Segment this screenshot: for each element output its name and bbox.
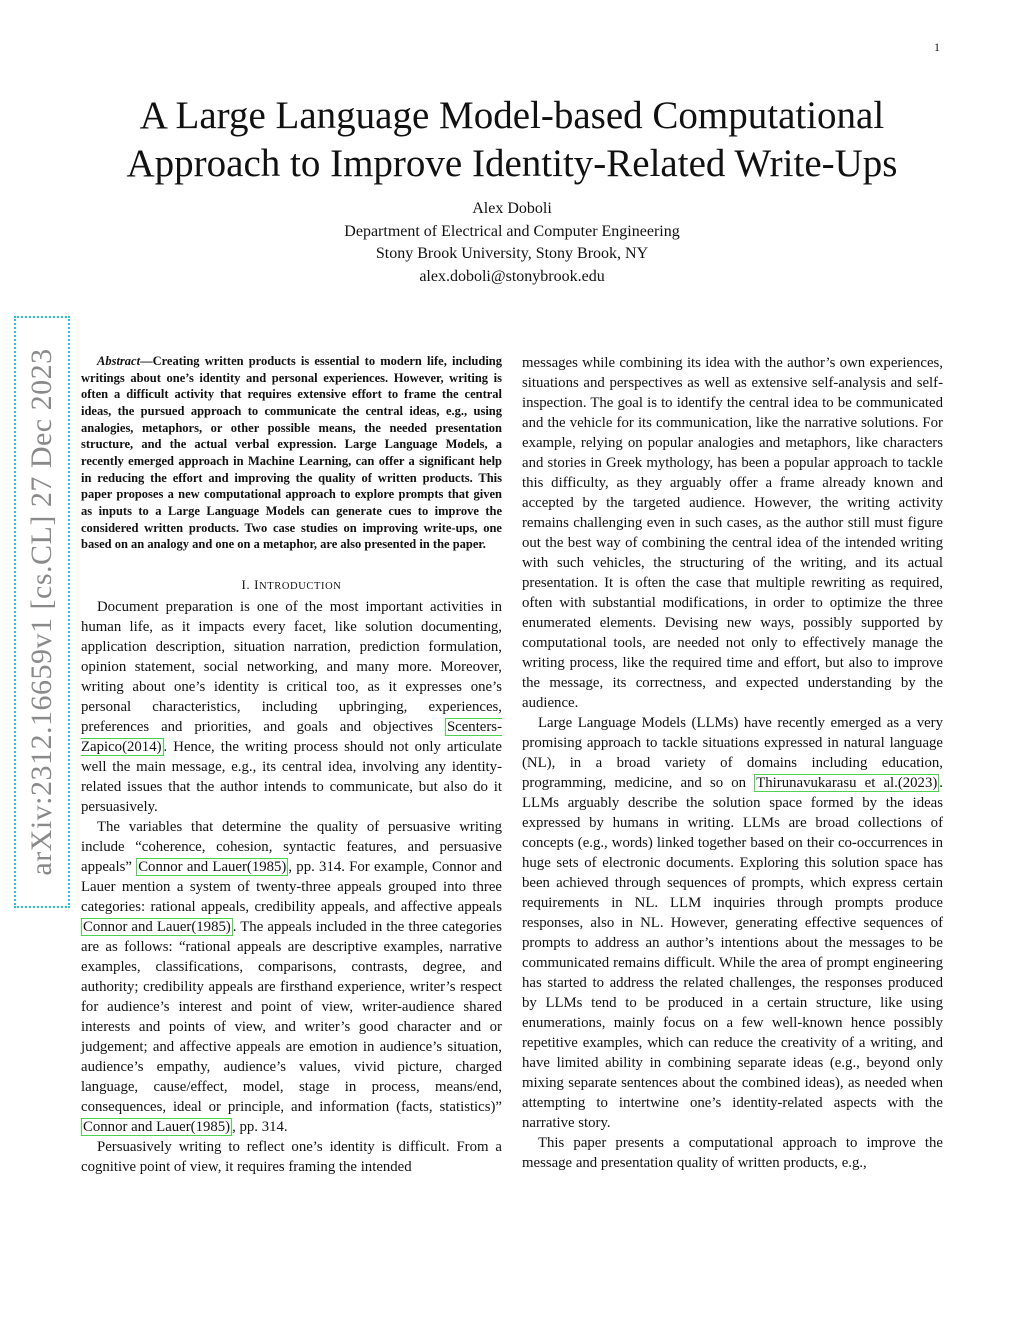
right-column: [522, 353, 943, 1173]
intro-paragraph-1: [81, 597, 502, 817]
intro-paragraph-2: [81, 817, 502, 1137]
intro-paragraph-3: Persuasively writing to reflect one’s identity is difficult. From a cognitive point of view, it requires framing the intended: [81, 1138, 502, 1175]
citation-link[interactable]: Connor and Lauer(1985): [83, 918, 231, 935]
author-department: Department of Electrical and Computer Engineering: [344, 222, 680, 240]
paragraph-text: , pp. 314. For example, Connor and Lauer mention a system of twenty-three appeals grouped into three categories: rational appeals, credibility appeals, and affective appeals: [81, 858, 503, 915]
citation-link[interactable]: Connor and Lauer(1985): [83, 1118, 231, 1135]
author-block: [0, 198, 1024, 288]
paper-title: [0, 92, 1024, 188]
left-column: [81, 353, 502, 1177]
citation-link[interactable]: Scenters-Zapico(2014): [81, 718, 502, 755]
paragraph-text: The variables that determine the quality of persuasive writing include “coherence, cohesion, syntactic features, and persuasive appeals”: [81, 818, 502, 875]
title-line-2: Approach to Improve Identity-Related Write-Ups: [126, 142, 898, 185]
right-paragraph-1: messages while combining its idea with the author’s own experiences, situations and perspectives as well as extensive self-analysis and self-inspection. The goal is to identify the central idea to be communicated and the vehicle for its communication, like the narrative solutions. For example, relying on popular analogies and metaphors, like characters and stories in Greek mythology, has been a popular approach to tackle this difficulty, as they arguably offer a frame already known and accepted by the targeted audience. However, the writing activity remains challenging even in such cases, as the author still must figure out the best way of combining the central idea of the intended writing with such vehicles, the structuring of the writing, and its actual presentation. It is often the case that multiple rewriting as required, often with substantial modifications, in order to optimize the three enumerated elements. Devising new ways, possibly supported by computational tools, are needed not only to effectively manage the writing process, like the required time and effort, but also to improve the message, its correctness, and expected understanding by the audience.: [522, 355, 943, 711]
section-title-initial: I: [254, 576, 260, 592]
paragraph-text: Document preparation is one of the most important activities in human life, as it impacts every facet, like solution documenting, application description, situation narration, prediction formulation, opinion statement, social networking, and many more. Moreover, writing about one’s identity is critical too, as it expresses one’s personal characteristics, including upbringing, experiences, preferences and priorities, and goals and objectives: [81, 598, 502, 735]
citation-link[interactable]: Thirunavukarasu et al.(2023): [756, 775, 938, 791]
author-email[interactable]: alex.doboli@stonybrook.edu: [419, 267, 605, 285]
right-paragraph-2: [522, 713, 943, 1133]
page-number: 1: [934, 40, 940, 54]
abstract-text: —Creating written products is essential to modern life, including writings about one’s identity and personal experiences. However, writing is often a difficult activity that requires extensive effort to frame the central ideas, the pursued approach to communicate the central ideas, e.g., using analogies, metaphors, or other possible means, the needed presentation structure, and the actual verbal expression. Large Language Models, a recently emerged approach in Machine Learning, can offer a significant help in reducing the effort and improving the quality of written products. This paper proposes a new computational approach to explore prompts that given as inputs to a Large Language Models can generate cues to improve the considered written products. Two case studies on improving write-ups, one based on an analogy and one on a metaphor, are also presented in the paper.: [81, 354, 502, 552]
section-number: I.: [241, 576, 251, 592]
abstract-label: Abstract: [97, 354, 141, 368]
section-heading-introduction: [81, 577, 502, 593]
paragraph-text: . LLMs arguably describe the solution space formed by the ideas expressed by humans in writing. LLMs are broad collections of concepts (e.g., words) linked together based on their co-occurrences in huge sets of electronic documents. Exploring this solution space has been achieved through sequences of prompts, which express certain requirements in NL. LLM inquiries through prompts produce responses, also in NL. However, generating effective sequences of prompts to address an author’s intentions about the messages to be communicated remains difficult. While the area of prompt engineering has started to address the related challenges, the responses produced by LLMs tend to be produced in a certain structure, like using enumerations, mainly focus on a few well-known hence possibly repetitive examples, which can reduce the creativity of a writing, and have limited ability in combining separate ideas (e.g., beyond only mixing separate sentences about the combined ideas), as needed when attempting to intertwine one’s identity-related aspects with the narrative story.: [522, 775, 943, 1131]
arxiv-identifier[interactable]: arXiv:2312.16659v1 [cs.CL] 27 Dec 2023: [25, 348, 58, 876]
author-name: Alex Doboli: [472, 200, 552, 217]
author-university: Stony Brook University, Stony Brook, NY: [375, 245, 649, 262]
paragraph-text: . The appeals included in the three categories are as follows: “rational appeals are descriptive examples, narrative examples, classifications, comparisons, contrasts, degree, and authority; credibility appeals are firsthand experience, writer’s respect for audience’s interest and point of view, writer-audience shared interests and points of view, and writer’s good character and or judgement; and affective appeals are emotion in audience’s situation, audience’s empathy, audience’s values, vivid picture, charged language, cause/effect, model, stage in process, means/end, consequences, ideal or principle, and information (facts, statistics)”: [81, 918, 502, 1115]
arxiv-identifier-box[interactable]: [14, 316, 70, 908]
paragraph-text: Large Language Models (LLMs) have recently emerged as a very promising approach to tackle situations expressed in natural language (NL), in a broad variety of domains including education, programming, medicine, and so on: [522, 715, 943, 791]
paragraph-text: , pp. 314.: [232, 1118, 288, 1135]
paragraph-text: . Hence, the writing process should not only articulate well the main message, e.g., its central idea, involving any identity-related issues that the author intends to communicate, but also do it persuasively.: [81, 738, 502, 815]
right-paragraph-3: This paper presents a computational approach to improve the message and presentation quality of written products, e.g.,: [522, 1135, 943, 1171]
title-line-1: A Large Language Model-based Computational: [139, 94, 885, 137]
abstract: [81, 353, 502, 553]
section-title-rest: NTRODUCTION: [259, 580, 342, 592]
citation-link[interactable]: Connor and Lauer(1985): [138, 858, 287, 875]
